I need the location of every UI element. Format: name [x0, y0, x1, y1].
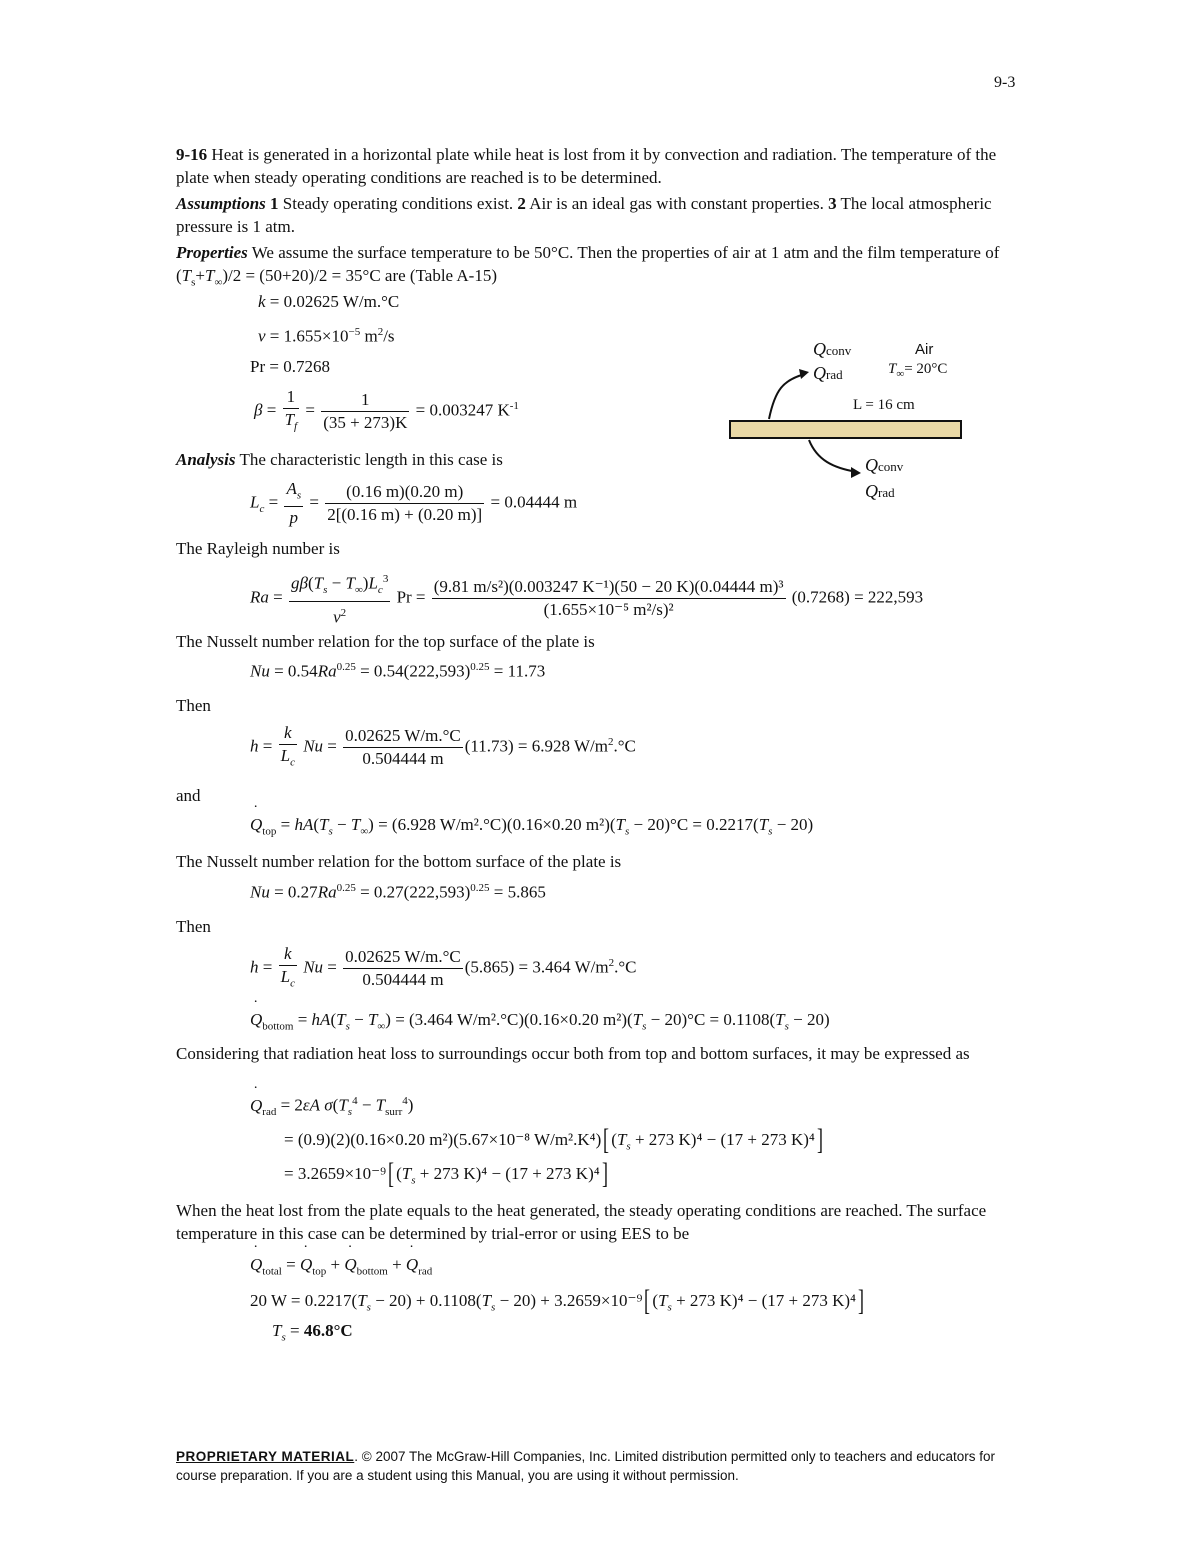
analysis-text: The characteristic length in this case is — [239, 450, 503, 469]
eq-pr: Pr = 0.7268 — [250, 357, 330, 376]
problem-text: Heat is generated in a horizontal plate while heat is lost from it by convection and radiation. The temperature of the plate when steady operating conditions are reached is to be determined. — [176, 145, 997, 187]
arrow-bottom-head — [851, 467, 861, 478]
assumption-number-2: 2 — [517, 194, 526, 213]
assumption-text-3: The local atmospheric pressure is 1 atm. — [176, 194, 992, 236]
air-label: Air — [915, 341, 934, 358]
nusselt-bottom-intro: The Nusselt number relation for the bottom surface of the plate is — [176, 852, 622, 871]
radiation-intro: Considering that radiation heat loss to surroundings occur both from top and bottom surfaces, it may be expressed as — [176, 1044, 970, 1063]
rayleigh-intro: The Rayleigh number is — [176, 539, 340, 558]
properties-text-2: )/2 = (50+20)/2 = 35°C are (Table A-15) — [222, 266, 497, 285]
assumptions-heading: Assumptions — [176, 194, 266, 213]
nusselt-top-intro: The Nusselt number relation for the top surface of the plate is — [176, 632, 595, 651]
properties-text-1: We assume the surface temperature to be 50°C. Then the properties of air at 1 atm and the film temperature of ( — [176, 243, 1000, 285]
q-conv-top: Qconv — [813, 339, 852, 359]
properties: Properties We assume the surface temperature to be 50°C. Then the properties of air at 1 atm and the film temperature of $(T_s+T_\infty)/2 = (50+20)/2 = 35^\circ C$ are (Table A-15) — [176, 243, 1000, 289]
footer-text: . © 2007 The McGraw-Hill Companies, Inc. Limited distribution permitted only to teachers and educators for course preparation. If you are a student using this Manual, you are using it without permission. — [176, 1449, 996, 1483]
assumption-number-3: 3 — [828, 194, 837, 213]
arrow-bottom — [809, 440, 857, 472]
eq-beta: β = $\frac{1}{T_f}$ = $\frac{1}{(35 + 273)K}$ = 0.003247 $K^{-1}$ — [254, 387, 519, 433]
q-rad-top: Qrad — [813, 363, 843, 383]
eq-q-rad-3: = 3.2659×10⁻⁹[ ($T_s + 273$ K)⁴ − (17 + 273 K)⁴] — [284, 1157, 608, 1190]
eq-nusselt-bottom: $Nu = 0.27Ra^{0.25} = 0.27(222,593)^{0.25} = 5.865$ — [250, 882, 546, 902]
final-answer: 46.8°C — [303, 1321, 353, 1340]
arrow-top-head — [799, 369, 809, 379]
plate-rect — [730, 421, 961, 438]
problem-statement — [176, 143, 1026, 189]
eq-answer: $T_s = 46.8^\circ C$ — [272, 1321, 353, 1344]
eq-rayleigh: Ra = $\frac{g\beta(T_s - T_\infty)L_c^3}{\nu^2}$ Pr = $\frac{\text{(9.81 m/s²)(0.003247 K⁻¹)(50 − 20 K)(0.04444 m)³}}{\text{(1.655×10⁻⁵ m²/s)²}}$ (0.7268) = 222,593 — [250, 568, 923, 629]
arrow-top — [769, 374, 805, 419]
proprietary-label: PROPRIETARY MATERIAL — [176, 1449, 355, 1464]
final-intro: When the heat lost from the plate equals to the heat generated, the steady operating conditions are reached. The surface temperature in this case can be determined by trial-error or using EES to be — [176, 1201, 987, 1243]
problem-number: 9-16 — [176, 145, 208, 164]
plate-figure — [725, 335, 975, 510]
eq-h-top: h = $\frac{k}{L_c}$ Nu = $\frac{0.02625 W/m.^\circ C}{0.504444 m}$ (11.73) = 6.928 $W/m^2.^\circ C$ — [250, 723, 636, 769]
analysis-heading: Analysis — [176, 450, 236, 469]
eq-h-bottom: h = $\frac{k}{L_c}$ Nu = $\frac{0.02625 W/m.^\circ C}{0.504444 m}$ (5.865) = 3.464 $W/m^2.^\circ C$ — [250, 944, 637, 990]
t-inf-label: $T_\infty= 20^\circ C$ — [888, 361, 948, 380]
assumption-text-1: Steady operating conditions exist. — [282, 194, 514, 213]
q-rad-bottom: Qrad — [865, 481, 895, 501]
assumption-text-2: Air is an ideal gas with constant properties. — [529, 194, 824, 213]
eq-q-rad-1: ˙ $Q_{rad} = 2\varepsilon A$ $\sigma(T_s^4 - T_{surr}^4)$ — [250, 1095, 413, 1118]
eq-nu: $\nu = 1.655\times 10^{-5}$ $m^2/s$ — [258, 326, 395, 346]
page-number: 9-3 — [994, 74, 1016, 91]
eq-q-rad-2: = (0.9)(2)(0.16×0.20 m²)(5.67×10⁻⁸ W/m².K⁴)[ ($T_s + 273$ K)⁴ − (17 + 273 K)⁴] — [284, 1123, 823, 1156]
eq-lc: $L_c$ = $\frac{A_s}{p}$ = $\frac{(0.16 m)(0.20 m)}{2[(0.16 m) + (0.20 m)]}$ = 0.04444 m — [250, 479, 578, 528]
assumptions — [176, 192, 1026, 238]
q-conv-bottom: Qconv — [865, 455, 904, 475]
eq-q-top: ˙ $Q_{top} = hA(T_s - T_\infty) = (6.928$ W/m².°C)(0.16×0.20 $m^2)(T_s - 20)^\circ C = 0.2217(T_s - 20)$ — [250, 815, 813, 837]
eq-q-total: ˙ $Q_{total}$ = ˙ $Q_{top}$ + ˙ $Q_{bottom}$ + ˙ $Q_{rad}$ — [250, 1255, 432, 1277]
and-text: and — [176, 786, 201, 805]
footer — [176, 1447, 1006, 1485]
eq-nusselt-top: $Nu = 0.54Ra^{0.25} = 0.54(222,593)^{0.25} = 11.73$ — [250, 661, 546, 681]
eq-final: 20 $W = 0.2217(T_s - 20) + 0.1108(T_s - 20) + 3.2659\times 10^{-9}$[ ($T_s + 273$ K)⁴ − (17 + 273 K)⁴] — [250, 1284, 864, 1317]
eq-q-bottom: ˙ $Q_{bottom} = hA(T_s - T_\infty) = (3.464$ W/m².°C)(0.16×0.20 $m^2)(T_s - 20)^\circ C = 0.1108(T_s - 20)$ — [250, 1010, 830, 1032]
properties-heading: Properties — [176, 243, 248, 262]
then-2: Then — [176, 917, 211, 936]
eq-k: k = 0.02625 W/m.°C — [258, 292, 400, 311]
assumption-number-1: 1 — [270, 194, 279, 213]
then-1: Then — [176, 696, 211, 715]
length-label: L = 16 cm — [853, 397, 915, 413]
